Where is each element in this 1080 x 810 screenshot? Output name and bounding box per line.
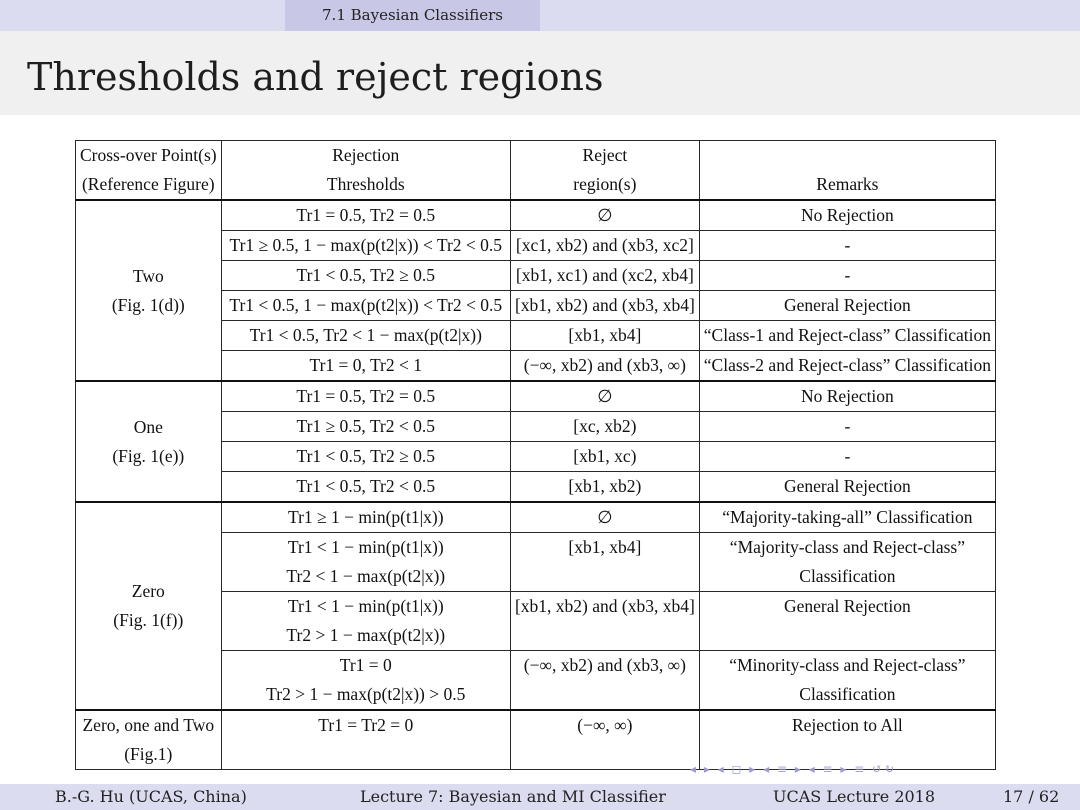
threshold-cell-line: Tr1 < 1 − min(p(t1|x)): [287, 537, 444, 557]
table-row: [76, 502, 996, 533]
group-label-line: Two: [132, 265, 164, 286]
threshold-cell: [221, 533, 510, 592]
threshold-cell-line: Tr2 > 1 − max(p(t2|x)) > 0.5: [266, 684, 466, 704]
threshold-cell: [221, 200, 510, 231]
remarks-cell-line: General Rejection: [783, 596, 911, 616]
threshold-cell: [221, 592, 510, 651]
reject-region-cell-line: [515, 740, 695, 769]
reject-region-cell-line: ∅: [597, 507, 613, 527]
remarks-cell-line: -: [844, 446, 851, 466]
group-label-line: Zero, one and Two: [82, 715, 215, 735]
footer-author: B.-G. Hu (UCAS, China): [55, 787, 247, 806]
reject-region-cell: [510, 710, 699, 770]
remarks-cell: [699, 472, 995, 503]
reject-region-cell-line: [515, 621, 695, 650]
remarks-cell: [699, 533, 995, 592]
threshold-cell-line: Tr1 = 0: [339, 655, 392, 675]
remarks-cell: [699, 291, 995, 321]
threshold-cell-line: Tr1 < 0.5, Tr2 ≥ 0.5: [296, 446, 435, 466]
remarks-cell-line: “Majority-class and Reject-class”: [729, 537, 965, 557]
threshold-cell-line: Tr1 < 0.5, Tr2 < 1 − max(p(t2|x)): [249, 325, 482, 345]
threshold-cell-line: Tr1 = Tr2 = 0: [318, 715, 414, 735]
remarks-cell-line: “Class-2 and Reject-class” Classification: [703, 355, 991, 375]
header-remarks: [699, 141, 995, 201]
remarks-cell: [699, 321, 995, 351]
group-label-line: (Fig. 1(f)): [113, 610, 184, 630]
threshold-cell: [221, 381, 510, 412]
footer-lecture: Lecture 7: Bayesian and MI Classifier: [360, 787, 666, 806]
threshold-cell: [221, 472, 510, 503]
remarks-cell-line: General Rejection: [783, 476, 911, 496]
remarks-cell-line: [704, 621, 991, 650]
reject-region-cell: [510, 351, 699, 382]
table-row: [76, 710, 996, 770]
remarks-cell-line: “Class-1 and Reject-class” Classification: [703, 325, 991, 345]
reject-region-cell-line: [515, 680, 695, 709]
reject-region-cell-line: [xb1, xb2) and (xb3, xb4]: [514, 596, 695, 616]
remarks-cell: [699, 200, 995, 231]
reject-region-cell-line: ∅: [597, 386, 613, 406]
reject-region-cell: [510, 261, 699, 291]
threshold-cell-line: Tr1 < 0.5, 1 − max(p(t2|x)) < Tr2 < 0.5: [229, 295, 503, 315]
remarks-cell: [699, 261, 995, 291]
threshold-cell-line: Tr1 ≥ 0.5, Tr2 < 0.5: [296, 416, 435, 436]
reject-region-cell-line: (−∞, xb2) and (xb3, ∞): [523, 655, 686, 675]
footer-venue: UCAS Lecture 2018: [773, 787, 936, 806]
reject-region-cell-line: [xc1, xb2) and (xb3, xc2]: [515, 235, 694, 255]
table-row: [76, 381, 996, 412]
threshold-cell-line: [226, 740, 506, 769]
threshold-cell-line: Tr1 < 1 − min(p(t1|x)): [287, 596, 444, 616]
remarks-cell-line: -: [844, 416, 851, 436]
reject-region-cell: [510, 412, 699, 442]
reject-region-cell-line: [515, 562, 695, 591]
threshold-cell-line: Tr1 = 0.5, Tr2 = 0.5: [296, 386, 436, 406]
remarks-cell: [699, 442, 995, 472]
header-thresholds-line: Rejection: [332, 145, 400, 165]
reject-region-cell: [510, 381, 699, 412]
reject-region-cell-line: (−∞, ∞): [577, 715, 633, 735]
group-label-line: (Fig.1): [124, 744, 173, 764]
remarks-cell: [699, 502, 995, 533]
reject-region-cell: [510, 200, 699, 231]
header-remarks-line: Remarks: [816, 174, 879, 194]
remarks-cell: [699, 231, 995, 261]
header-crossover-line: (Reference Figure): [81, 174, 215, 194]
reject-region-cell-line: [xb1, xb4]: [568, 325, 642, 345]
remarks-cell: [699, 381, 995, 412]
threshold-cell-line: Tr2 > 1 − max(p(t2|x)): [286, 625, 446, 645]
remarks-cell: [699, 710, 995, 770]
navigation-controls-icon[interactable]: ◂ ▸ ◂ ◻ ▸ ◂ ≡ ▸ ◂ ≡ ▸ ≡ ↺↻: [690, 762, 897, 776]
reject-region-cell: [510, 592, 699, 651]
threshold-cell-line: Tr1 = 0, Tr2 < 1: [309, 355, 423, 375]
threshold-cell-line: Tr2 < 1 − max(p(t2|x)): [286, 566, 446, 586]
group-label: [76, 710, 222, 770]
footer-page-number: 17 / 62: [1003, 787, 1060, 806]
threshold-cell-line: Tr1 ≥ 1 − min(p(t1|x)): [288, 507, 444, 527]
reject-region-cell-line: [xc, xb2): [573, 416, 637, 436]
threshold-cell: [221, 291, 510, 321]
remarks-cell: [699, 351, 995, 382]
footer-bar: [0, 784, 1080, 810]
threshold-cell: [221, 710, 510, 770]
remarks-cell-line: “Minority-class and Reject-class”: [729, 655, 966, 675]
remarks-cell-line: -: [844, 235, 851, 255]
remarks-cell: [699, 412, 995, 442]
remarks-cell-line: General Rejection: [783, 295, 911, 315]
reject-region-cell: [510, 291, 699, 321]
reject-region-cell: [510, 502, 699, 533]
reject-region-cell: [510, 321, 699, 351]
threshold-cell: [221, 261, 510, 291]
remarks-cell-line: No Rejection: [800, 205, 894, 225]
group-label: [76, 200, 222, 381]
threshold-cell-line: Tr1 = 0.5, Tr2 = 0.5: [296, 205, 436, 225]
threshold-cell-line: Tr1 < 0.5, Tr2 ≥ 0.5: [296, 265, 435, 285]
reject-region-cell-line: [xb1, xb4]: [568, 537, 642, 557]
remarks-cell-line: Rejection to All: [791, 715, 903, 735]
group-label-line: One: [133, 416, 163, 437]
remarks-cell-line: “Majority-taking-all” Classification: [722, 507, 973, 527]
group-label-line: Zero: [131, 581, 165, 601]
reject-region-cell-line: [xb1, xb2): [568, 476, 642, 496]
remarks-cell: [699, 592, 995, 651]
reject-region-cell: [510, 472, 699, 503]
remarks-cell-line: Classification: [799, 684, 896, 704]
header-reject-region-line: region(s): [573, 174, 637, 194]
threshold-cell: [221, 502, 510, 533]
group-label-line: (Fig. 1(e)): [112, 445, 185, 466]
header-thresholds-line: Thresholds: [326, 174, 405, 194]
table-header-row: [76, 141, 996, 201]
threshold-cell: [221, 442, 510, 472]
reject-region-cell: [510, 651, 699, 711]
remarks-cell-line: No Rejection: [800, 386, 894, 406]
reject-region-cell-line: [xb1, xb2) and (xb3, xb4]: [514, 295, 695, 315]
reject-region-cell-line: [xb1, xc): [573, 446, 637, 466]
threshold-cell-line: Tr1 ≥ 0.5, 1 − max(p(t2|x)) < Tr2 < 0.5: [229, 235, 503, 255]
header-remarks-line: [704, 141, 991, 170]
header-reject-region: [510, 141, 699, 201]
table-row: [76, 200, 996, 231]
reject-region-cell: [510, 533, 699, 592]
threshold-cell: [221, 321, 510, 351]
remarks-cell: [699, 651, 995, 711]
section-tab[interactable]: 7.1 Bayesian Classifiers: [285, 0, 540, 31]
reject-region-cell: [510, 442, 699, 472]
reject-region-cell: [510, 231, 699, 261]
reject-region-cell-line: ∅: [597, 205, 613, 225]
threshold-cell: [221, 351, 510, 382]
threshold-cell: [221, 651, 510, 711]
reject-region-cell-line: [xb1, xc1) and (xc2, xb4]: [515, 265, 694, 285]
remarks-cell-line: -: [844, 265, 851, 285]
threshold-cell: [221, 231, 510, 261]
header-bar: [0, 0, 1080, 31]
beamer-navigation[interactable]: [690, 762, 896, 778]
group-label: [76, 502, 222, 710]
threshold-cell: [221, 412, 510, 442]
thresholds-table: [75, 140, 996, 770]
header-thresholds: [221, 141, 510, 201]
slide-title: Thresholds and reject regions: [27, 55, 604, 99]
header-reject-region-line: Reject: [582, 145, 628, 165]
header-crossover-line: Cross-over Point(s): [80, 145, 217, 165]
threshold-cell-line: Tr1 < 0.5, Tr2 < 0.5: [296, 476, 436, 496]
group-label-line: (Fig. 1(d)): [111, 294, 185, 315]
remarks-cell-line: Classification: [799, 566, 896, 586]
reject-region-cell-line: (−∞, xb2) and (xb3, ∞): [523, 355, 686, 375]
header-crossover: [76, 141, 222, 201]
group-label: [76, 381, 222, 502]
